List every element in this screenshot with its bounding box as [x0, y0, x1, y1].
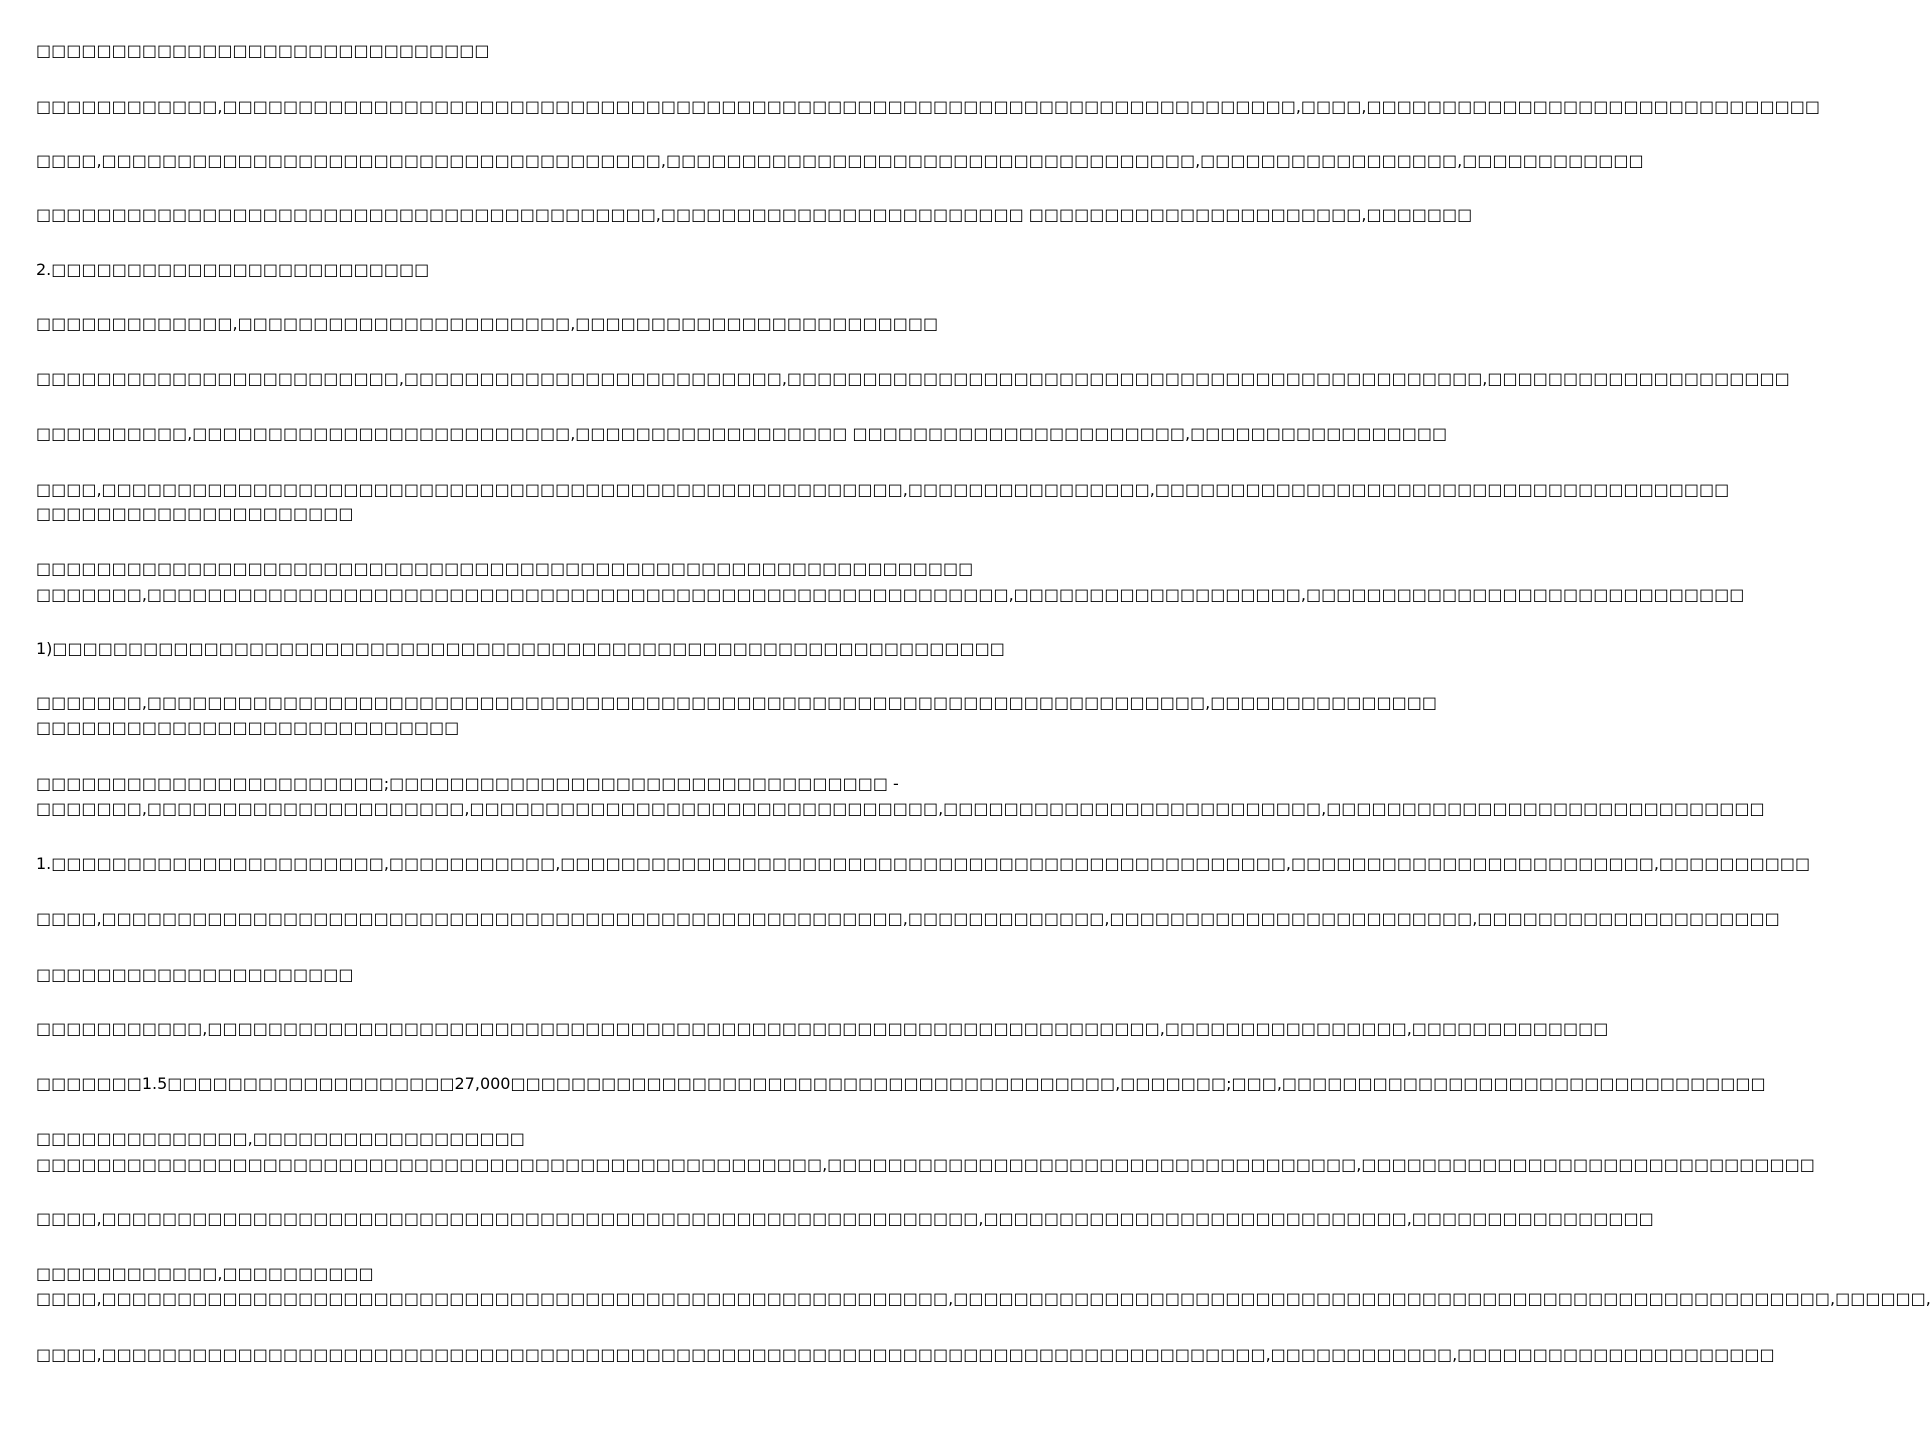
text-line: □□□□,□□□□□□□□□□□□□□□□□□□□□□□□□□□□□□□□□□□□□□□□□□□□□□□□□□□□□□□□□□□□□□□□□□□□□□□□□□□□□,□□□□□□□□□□□□,□□□□□□□□□□□□□□□□□□□□□	[36, 1345, 1775, 1364]
text-line: □□□□□□□,□□□□□□□□□□□□□□□□□□□□□,□□□□□□□□□□□□□□□□□□□□□□□□□□□□□□□,□□□□□□□□□□□□□□□□□□□□□□□□□,□□□□□□□□□□□□□□□□□□□□□□□□□□□□□	[36, 799, 1765, 818]
text-line: □□□□,□□□□□□□□□□□□□□□□□□□□□□□□□□□□□□□□□□□□□,□□□□□□□□□□□□□□□□□□□□□□□□□□□□□□□□□□□,□□□□□□□□□□□□□□□□□,□□□□□□□□□□□□	[36, 151, 1644, 170]
text-line: □□□□□□□,□□□□□□□□□□□□□□□□□□□□□□□□□□□□□□□□□□□□□□□□□□□□□□□□□□□□□□□□□□□□□□□□□□□□□□,□□□□□□□□□□□□□□□	[36, 693, 1437, 712]
text-line: □□□□□□□□□□□,□□□□□□□□□□□□□□□□□□□□□□□□□□□□□□□□□□□□□□□□□□□□□□□□□□□□□□□□□□□□□□□,□□□□□□□□□□□□□□□□,□□□□□□□□□□□□□	[36, 1019, 1609, 1038]
text-line: 1.□□□□□□□□□□□□□□□□□□□□□□,□□□□□□□□□□□,□□□□□□□□□□□□□□□□□□□□□□□□□□□□□□□□□□□□□□□□□□□□□□□□,□□□□□□□□□□□□□□□□□□□□□□□□,□□□□□□□□□□	[36, 854, 1811, 873]
text-line: □□□□□□□□□□□□□□□□□□□□□	[36, 504, 354, 523]
text-line: □□□□□□□□□□□□□□□□□□□□□□□;□□□□□□□□□□□□□□□□□□□□□□□□□□□□□□□□□ -	[36, 774, 899, 793]
text-line: □□□□□□□□□□□□□□□□□□□□□□□□□□□□□□□□□□□□□□□□□□□□□□□□□□□□□□□□□□□□□□	[36, 559, 974, 578]
text-line: □□□□,□□□□□□□□□□□□□□□□□□□□□□□□□□□□□□□□□□□□□□□□□□□□□□□□□□□□□□□□,□□□□□□□□□□□□□□□□□□□□□□□□□□□□□□□□□□□□□□□□□□□□□□□□□□□□□□□□□□,□□□□□□,	[36, 1289, 1931, 1308]
text-line: □□□□□□□□□□,□□□□□□□□□□□□□□□□□□□□□□□□□,□□□□□□□□□□□□□□□□□□ □□□□□□□□□□□□□□□□□□□□□□,□□□□□□□□□□□□□□□□□	[36, 424, 1448, 443]
text-line: □□□□□□□□□□□□□□,□□□□□□□□□□□□□□□□□□	[36, 1129, 525, 1148]
text-line: □□□□□□□□□□□□,□□□□□□□□□□	[36, 1264, 374, 1283]
text-line: □□□□□□□□□□□□□□□□□□□□□□□□□□□□□□	[36, 41, 490, 60]
text-line: □□□□,□□□□□□□□□□□□□□□□□□□□□□□□□□□□□□□□□□□□□□□□□□□□□□□□□□□□□,□□□□□□□□□□□□□,□□□□□□□□□□□□□□□□□□□□□□□□,□□□□□□□□□□□□□□□□□□□□	[36, 909, 1780, 928]
text-line: □□□□□□□□□□□□□,□□□□□□□□□□□□□□□□□□□□□□,□□□□□□□□□□□□□□□□□□□□□□□□	[36, 314, 939, 333]
text-line: □□□□,□□□□□□□□□□□□□□□□□□□□□□□□□□□□□□□□□□□□□□□□□□□□□□□□□□□□□□□□□□,□□□□□□□□□□□□□□□□□□□□□□□□□□□□,□□□□□□□□□□□□□□□□	[36, 1209, 1654, 1228]
text-line: 1)□□□□□□□□□□□□□□□□□□□□□□□□□□□□□□□□□□□□□□□□□□□□□□□□□□□□□□□□□□□□□□□	[36, 639, 1005, 658]
text-line: □□□□□□□1.5□□□□□□□□□□□□□□□□□□□27,000□□□□□□□□□□□□□□□□□□□□□□□□□□□□□□□□□□□□□□□□,□□□□□□□;□□□,□□□□□□□□□□□□□□□□□□□□□□□□□□□□□□□□	[36, 1074, 1766, 1093]
text-line: 2.□□□□□□□□□□□□□□□□□□□□□□□□□	[36, 260, 430, 279]
text-line: □□□□□□□,□□□□□□□□□□□□□□□□□□□□□□□□□□□□□□□□□□□□□□□□□□□□□□□□□□□□□□□□□,□□□□□□□□□□□□□□□□□□□,□□□□□□□□□□□□□□□□□□□□□□□□□□□□□	[36, 585, 1745, 604]
text-line: □□□□□□□□□□□□□□□□□□□□□□□□□□□□□□□□□□□□□□□□□□□□□□□□□□□□,□□□□□□□□□□□□□□□□□□□□□□□□□□□□□□□□□□□,□□□□□□□□□□□□□□□□□□□□□□□□□□□□□□	[36, 1155, 1815, 1174]
text-line: □□□□,□□□□□□□□□□□□□□□□□□□□□□□□□□□□□□□□□□□□□□□□□□□□□□□□□□□□□,□□□□□□□□□□□□□□□□,□□□□□□□□□□□□□□□□□□□□□□□□□□□□□□□□□□□□□□	[36, 480, 1730, 499]
text-line: □□□□□□□□□□□□□□□□□□□□□□□□□□□□	[36, 718, 460, 737]
text-line: □□□□□□□□□□□□,□□□□□□□□□□□□□□□□□□□□□□□□□□□□□□□□□□□□□□□□□□□□□□□□□□□□□□□□□□□□□□□□□□□□□□□,□□□□,□□□□□□□□□□□□□□□□□□□□□□□□□□□□□□	[36, 97, 1820, 116]
text-line: □□□□□□□□□□□□□□□□□□□□□	[36, 965, 354, 984]
text-line: □□□□□□□□□□□□□□□□□□□□□□□□,□□□□□□□□□□□□□□□□□□□□□□□□□,□□□□□□□□□□□□□□□□□□□□□□□□□□□□□□□□□□□□□□□□□□□□□□,□□□□□□□□□□□□□□□□□□□□	[36, 369, 1790, 388]
text-line: □□□□□□□□□□□□□□□□□□□□□□□□□□□□□□□□□□□□□□□□□,□□□□□□□□□□□□□□□□□□□□□□□□ □□□□□□□□□□□□□□□□□□□□□□,□□□□□□□	[36, 205, 1473, 224]
